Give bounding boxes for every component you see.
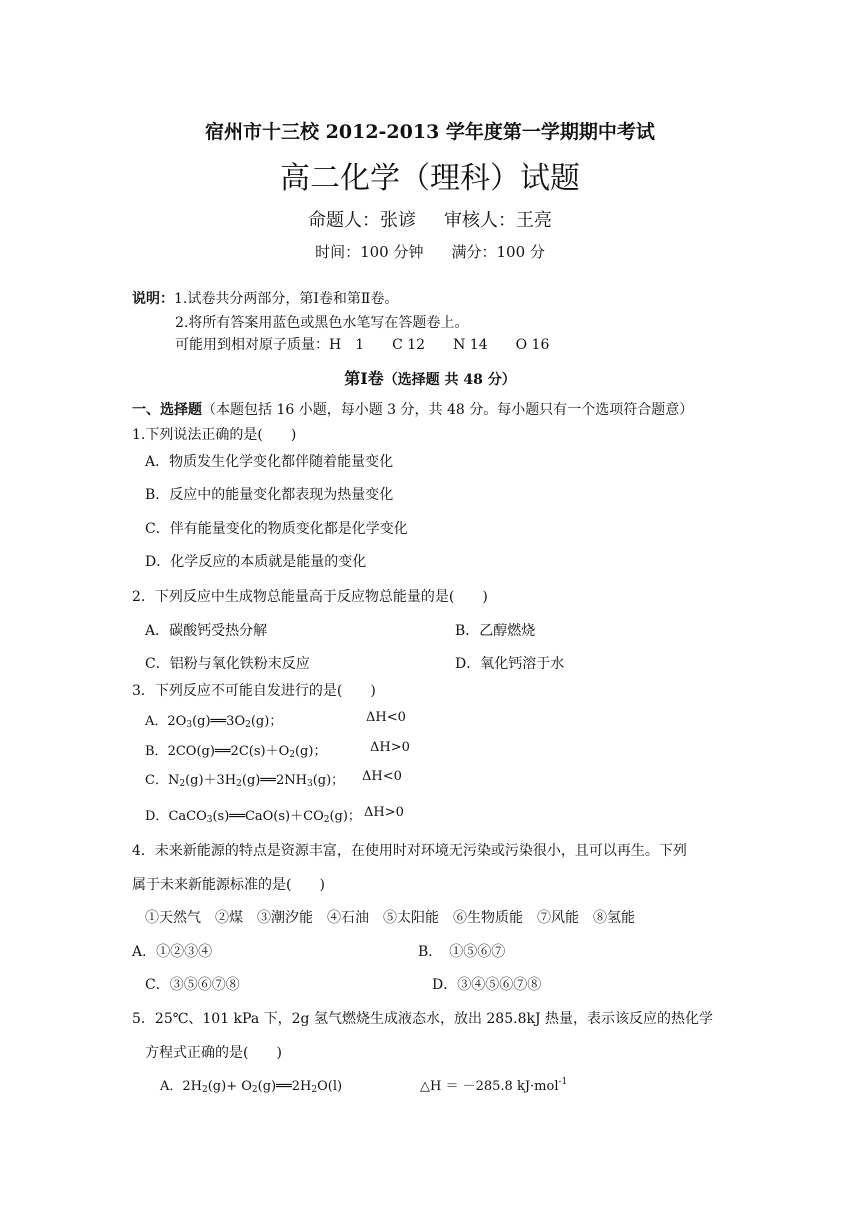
- notes-text-3: 可能用到相对原子质量：H 1 C 12 N 14 O 16: [175, 337, 550, 353]
- q5-stem-line-1: 5．25℃、101 kPa 下，2g 氢气燃烧生成液态水，放出 285.8kJ 热量，表示该反应的热化学: [132, 1011, 714, 1027]
- q2-option-b: B．乙醇燃烧: [455, 623, 536, 639]
- notes-text-1: 1.试卷共分两部分，第Ⅰ卷和第Ⅱ卷。: [174, 291, 399, 307]
- q3-option-d: D．$CaCO_3(s)══CaO(s)+CO_2(g)$；: [145, 809, 361, 825]
- time-text: 时间：100 分钟: [315, 243, 424, 261]
- section1-desc: （本题包括 16 小题，每小题 3 分，共 48 分。每小题只有一个选项符合题意）: [202, 402, 694, 418]
- q1-option-d: D．化学反应的本质就是能量的变化: [145, 554, 367, 570]
- q2-stem: 2．下列反应中生成物总能量高于反应物总能量的是( ): [132, 589, 488, 605]
- q2-option-c: C．铝粉与氧化铁粉末反应: [145, 656, 310, 672]
- q1-option-a: A．物质发生化学变化都伴随着能量变化: [145, 454, 394, 470]
- notes-line-1: [132, 288, 398, 308]
- q3-option-a: A．$2O_3(g)══3O_2(g)$；: [145, 714, 283, 730]
- q4-stem-line-2: 属于未来新能源标准的是( ): [132, 877, 325, 893]
- q4-option-d: D．③④⑤⑥⑦⑧: [432, 977, 542, 993]
- q3-a-label: A．: [145, 714, 168, 729]
- q5-a-enthalpy: △H ＝ －285.8 kJ·mol$^{-1}$: [420, 1077, 568, 1094]
- q5-option-a: A．$2H_2(g)+$ $O_2(g)══2H_2O(l)$: [160, 1079, 343, 1095]
- q2-option-d: D．氧化钙溶于水: [455, 656, 565, 672]
- section1-label: 一、选择题: [132, 402, 202, 418]
- exam-school-title: 宿州市十三校 2012-2013 学年度第一学期期中考试: [205, 121, 655, 143]
- q3-option-c: C．$N_2(g)+3H_2(g)══2NH_3(g)$；: [145, 773, 345, 789]
- setter-text: 命题人：张谚: [308, 210, 416, 231]
- q3-stem: 3．下列反应不可能自发进行的是( ): [132, 683, 376, 699]
- reviewer-text: 审核人：王亮: [444, 210, 552, 231]
- q1-option-b: B．反应中的能量变化都表现为热量变化: [145, 487, 394, 503]
- q3-d-label: D．: [145, 809, 169, 824]
- q3-option-b: B．$2CO(g)══2C(s)+O_2(g)$；: [145, 744, 327, 760]
- part1-title: 第Ⅰ卷: [344, 369, 384, 388]
- exam-authors: [0, 206, 860, 232]
- q4-option-b: B． ①⑤⑥⑦: [418, 944, 506, 960]
- notes-text-2: 2.将所有答案用蓝色或黑色水笔写在答题卷上。: [175, 315, 469, 331]
- q4-option-c: C．③⑤⑥⑦⑧: [145, 977, 240, 993]
- q5-a-label: A．: [160, 1079, 183, 1094]
- q4-option-a: A．①②③④: [132, 944, 213, 960]
- q3-c-enthalpy: ΔH<0: [362, 769, 402, 784]
- q3-b-enthalpy: ΔH>0: [370, 740, 410, 755]
- exam-time-score: [0, 241, 860, 262]
- q1-option-c: C．伴有能量变化的物质变化都是化学变化: [145, 521, 408, 537]
- q2-option-a: A．碳酸钙受热分解: [145, 623, 268, 639]
- part1-heading: [0, 366, 860, 389]
- q3-b-label: B．: [145, 744, 168, 759]
- q3-d-enthalpy: ΔH>0: [364, 805, 404, 820]
- q1-stem: 1.下列说法正确的是( ): [132, 427, 297, 443]
- section1-heading: [132, 399, 693, 419]
- q3-c-label: C．: [145, 773, 168, 788]
- q5-stem-line-2: 方程式正确的是( ): [145, 1045, 282, 1061]
- q3-a-enthalpy: ΔH<0: [366, 710, 406, 725]
- q5-a-dh: △H ＝ －285.8 kJ·mol: [420, 1079, 559, 1094]
- notes-label: 说明：: [132, 291, 174, 307]
- score-text: 满分：100 分: [451, 243, 545, 261]
- q4-stem-line-1: 4．未来新能源的特点是资源丰富，在使用时对环境无污染或污染很小，且可以再生。下列: [132, 843, 687, 859]
- q4-items: ①天然气 ②煤 ③潮汐能 ④石油 ⑤太阳能 ⑥生物质能 ⑦风能 ⑧氢能: [145, 910, 635, 926]
- exam-subject-title: 高二化学（理科）试题: [280, 161, 580, 196]
- part1-note: （选择题 共 48 分）: [383, 372, 516, 388]
